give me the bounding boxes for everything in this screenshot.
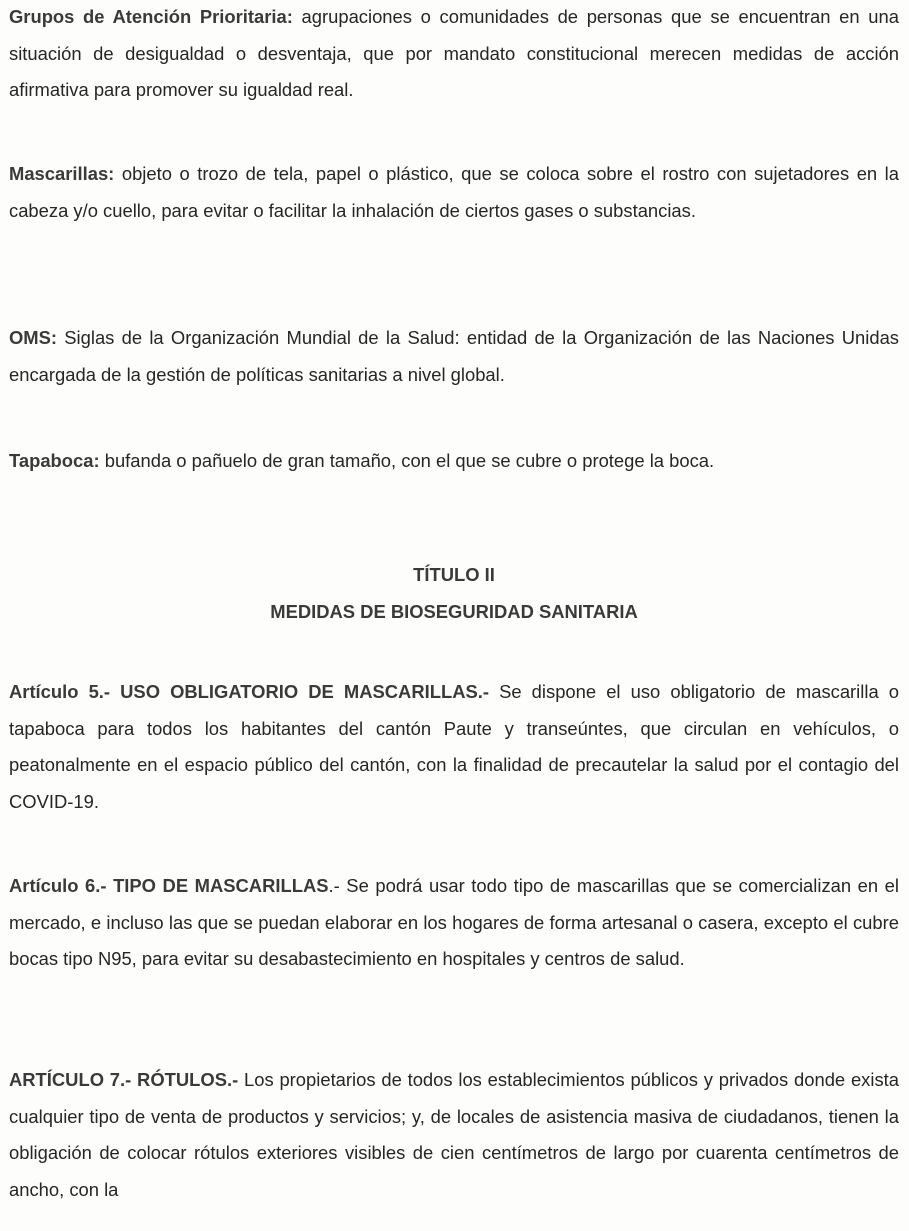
article-6: [9, 868, 899, 978]
definition-tapaboca: [9, 443, 899, 480]
article-5: [9, 674, 899, 820]
definition-term: Mascarillas:: [9, 163, 115, 184]
definition-grupos-atencion-prioritaria: [9, 0, 899, 109]
title-number: TÍTULO II: [413, 564, 495, 585]
article-text: .- Se podrá usar todo tipo de mascarillas que se comercializan en el mercado, e incluso las que se puedan elaborar en los hogares de forma artesanal o casera, excepto el cubre bocas tipo N95, para evitar su desabastecimiento en hospitales y centros de salud.: [9, 875, 899, 970]
article-text: Los propietarios de todos los establecimientos públicos y privados donde exista cualquier tipo de venta de productos y servicios; y, de locales de asistencia masiva de ciudadanos, tienen la obligación de colocar rótulos exteriores visibles de cien centímetros de largo por cuarenta centímetros de ancho, con la: [9, 1069, 899, 1200]
definition-text: bufanda o pañuelo de gran tamaño, con el que se cubre o protege la boca.: [99, 450, 715, 471]
article-heading: Artículo 5.- USO OBLIGATORIO DE MASCARILLAS.-: [9, 681, 489, 702]
article-heading: ARTÍCULO 7.- RÓTULOS.-: [9, 1069, 239, 1090]
definition-mascarillas: [9, 156, 899, 229]
definition-text: Siglas de la Organización Mundial de la Salud: entidad de la Organización de las Naciones Unidas encargada de la gestión de políticas sanitarias a nivel global.: [9, 327, 899, 385]
definition-term: Grupos de Atención Prioritaria:: [9, 6, 293, 27]
definition-term: OMS:: [9, 327, 58, 348]
definition-term: Tapaboca:: [9, 450, 100, 471]
definition-oms: [9, 320, 899, 393]
article-text: Se dispone el uso obligatorio de mascarilla o tapaboca para todos los habitantes del cantón Paute y transeúntes, que circulan en vehículos, o peatonalmente en el espacio público del cantón, con la finalidad de precautelar la salud por el contagio del COVID-19.: [9, 681, 900, 812]
title-name: MEDIDAS DE BIOSEGURIDAD SANITARIA: [270, 601, 638, 622]
article-7: [9, 1062, 899, 1208]
definition-text: objeto o trozo de tela, papel o plástico, que se coloca sobre el rostro con sujetadores en la cabeza y/o cuello, para evitar o facilitar la inhalación de ciertos gases o substancias.: [9, 163, 899, 221]
definition-text: agrupaciones o comunidades de personas que se encuentran en una situación de desigualdad o desventaja, que por mandato constitucional merecen medidas de acción afirmativa para promover su igualdad real.: [9, 6, 899, 101]
article-heading: Artículo 6.- TIPO DE MASCARILLAS: [9, 875, 329, 896]
